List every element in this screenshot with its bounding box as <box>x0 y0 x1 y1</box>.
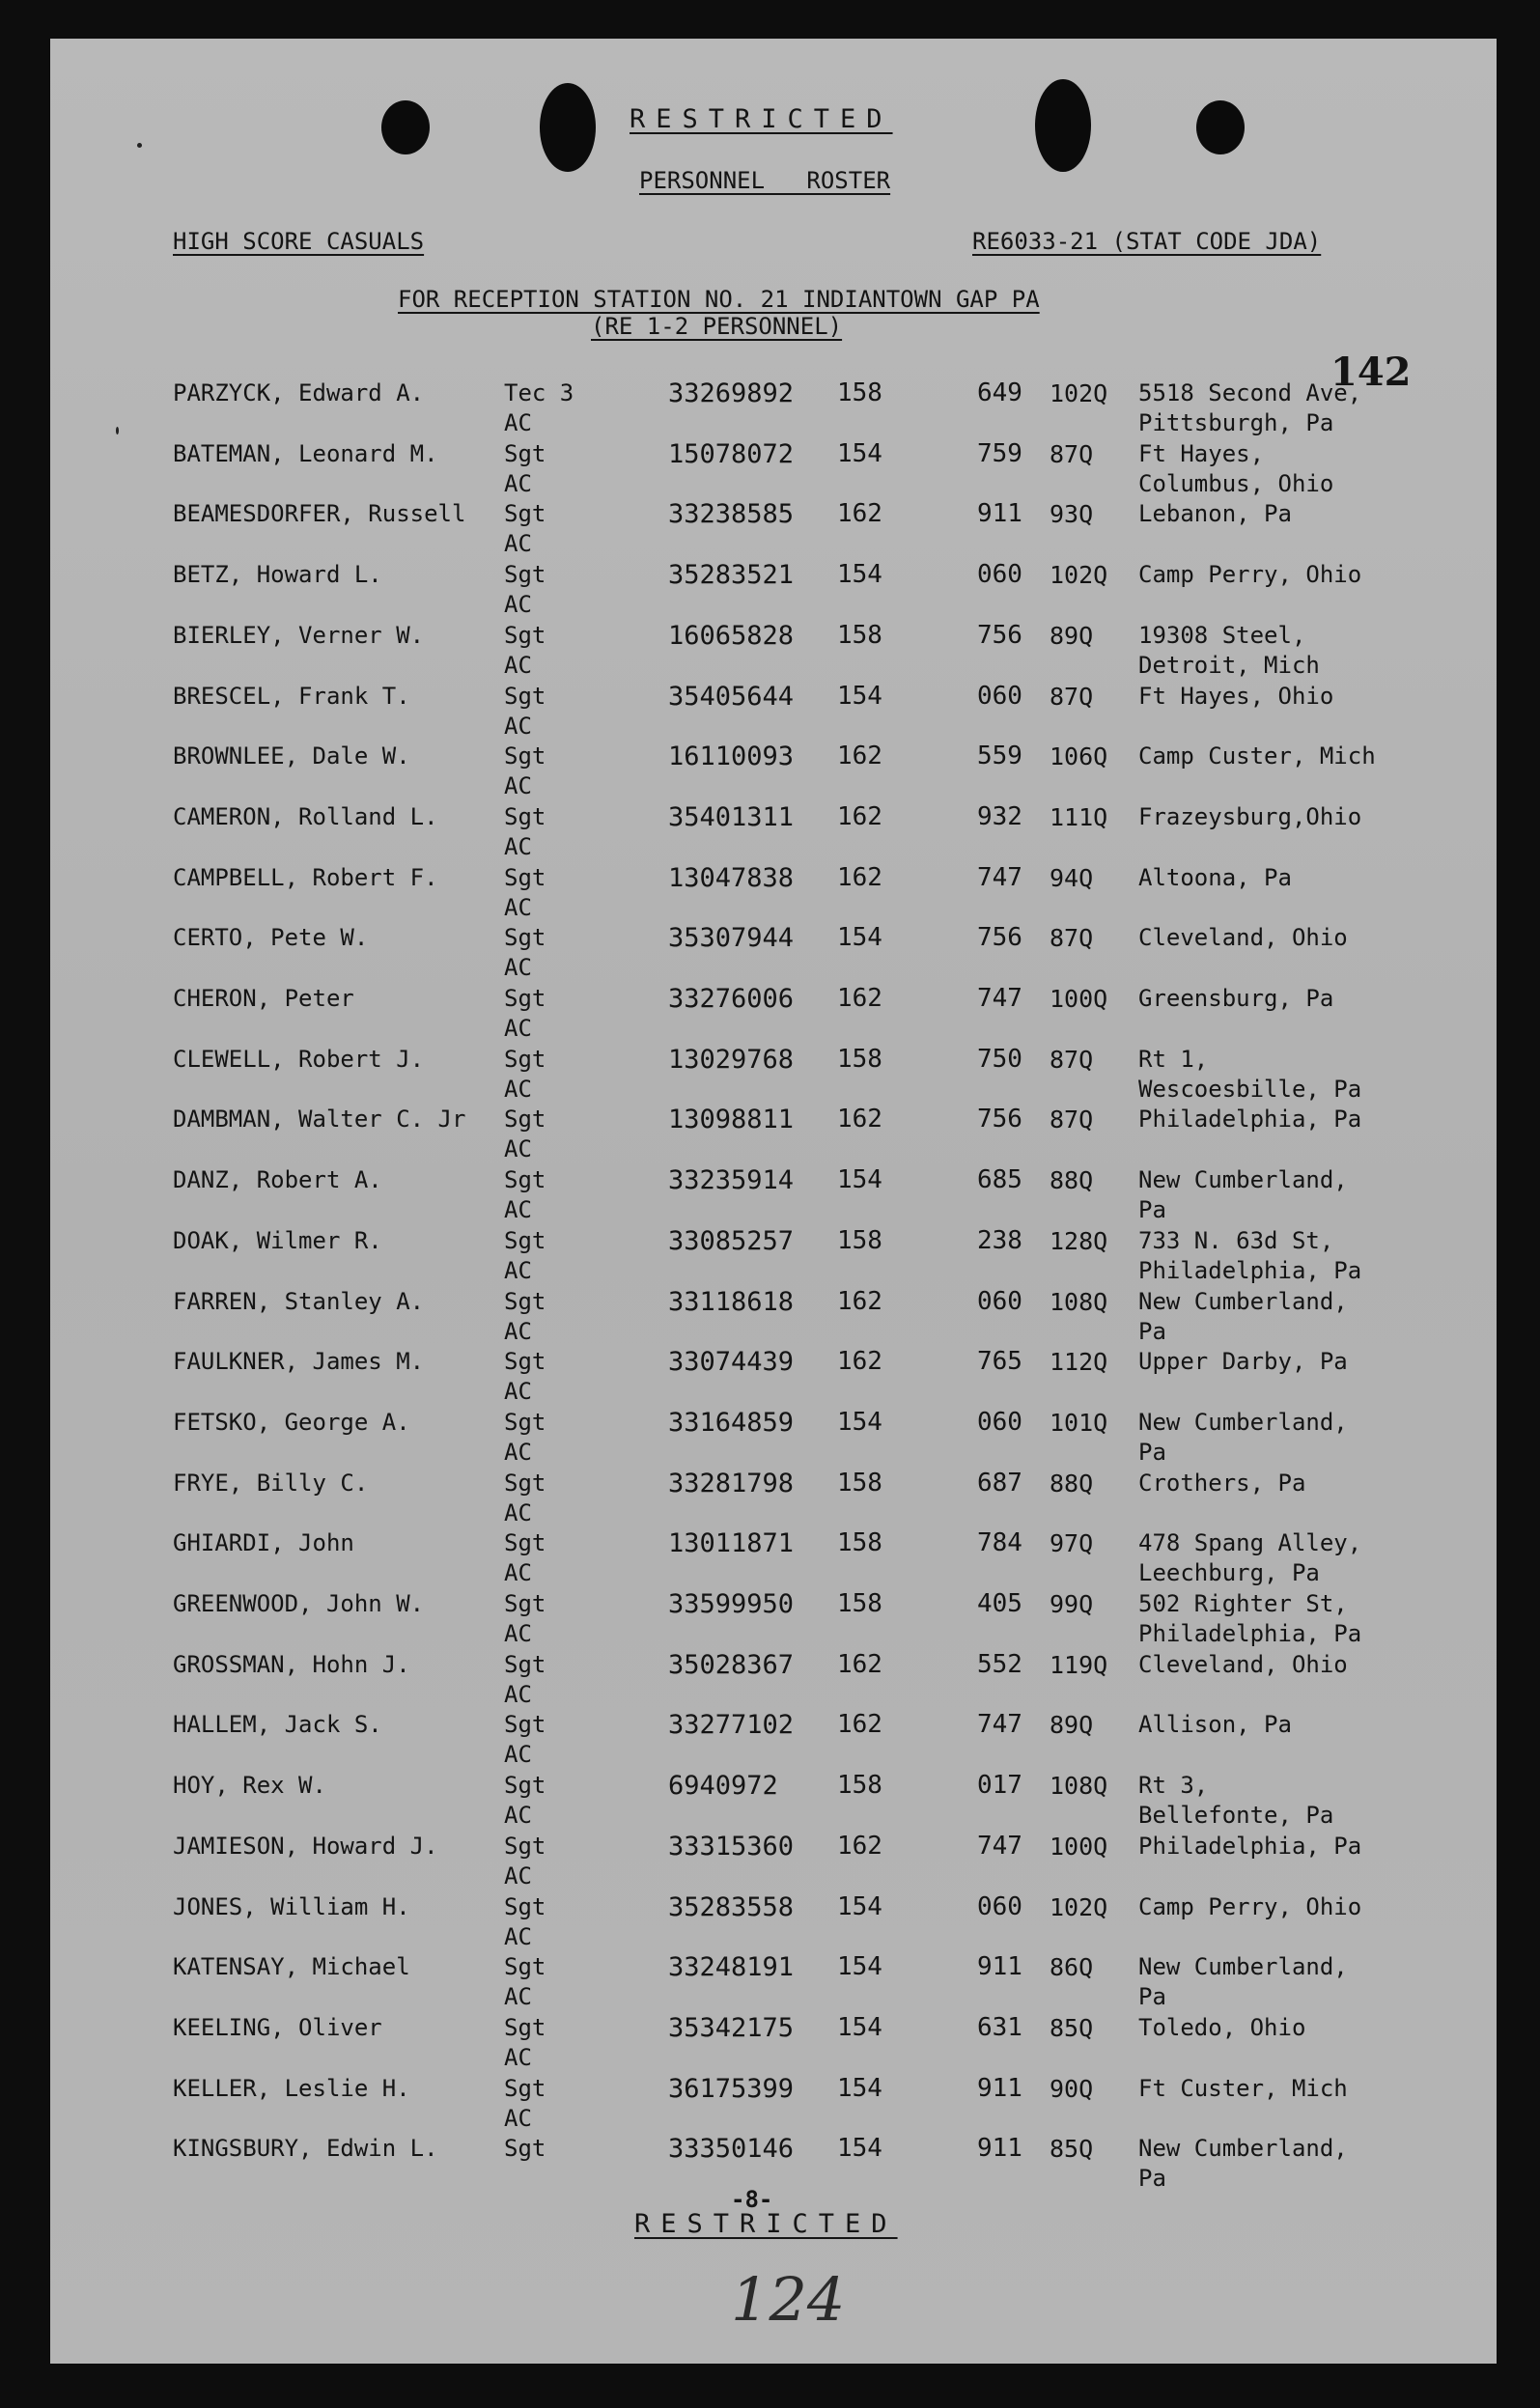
home-address: New Cumberland, Pa <box>1138 1408 1348 1466</box>
serial-number: 16110093 <box>668 742 795 772</box>
code-column-b: 911 <box>977 1952 1022 1982</box>
rank-branch: Sgt AC <box>504 1166 546 1224</box>
table-row <box>50 1347 1497 1407</box>
code-column-a: 158 <box>837 378 882 407</box>
person-name: FARREN, Stanley A. <box>173 1287 425 1315</box>
code-column-b: 765 <box>977 1347 1022 1377</box>
code-column-b: 747 <box>977 984 1022 1013</box>
code-column-b: 060 <box>977 1891 1022 1921</box>
score-column: 88Q <box>1050 1166 1094 1195</box>
serial-number: 35028367 <box>668 1649 795 1680</box>
code-column-a: 162 <box>837 1710 882 1740</box>
score-column: 102Q <box>1050 561 1108 590</box>
code-column-a: 158 <box>837 1044 882 1074</box>
serial-number: 35283558 <box>668 1891 795 1922</box>
person-name: HALLEM, Jack S. <box>173 1711 382 1739</box>
serial-number: 35307944 <box>668 923 795 954</box>
person-name: GHIARDI, John <box>173 1529 354 1557</box>
person-name: BATEMAN, Leonard M. <box>173 439 438 467</box>
home-address: Ft Hayes, Columbus, Ohio <box>1138 439 1334 497</box>
person-name: DOAK, Wilmer R. <box>173 1226 382 1254</box>
person-name: BRESCEL, Frank T. <box>173 682 410 710</box>
rank-branch: Sgt AC <box>504 1772 546 1830</box>
home-address: New Cumberland, Pa <box>1138 1166 1348 1224</box>
person-name: HOY, Rex W. <box>173 1772 326 1800</box>
table-row <box>50 984 1497 1044</box>
rank-branch: Sgt AC <box>504 924 546 982</box>
table-row <box>50 621 1497 681</box>
score-column: 90Q <box>1050 2074 1094 2103</box>
code-column-b: 756 <box>977 620 1022 650</box>
code-column-b: 685 <box>977 1165 1022 1195</box>
personnel-subtitle: (RE 1-2 PERSONNEL) <box>591 313 843 340</box>
code-column-a: 162 <box>837 742 882 771</box>
home-address: Rt 1, Wescoesbille, Pa <box>1138 1045 1362 1103</box>
code-column-b: 060 <box>977 560 1022 590</box>
rank-branch: Sgt AC <box>504 802 546 860</box>
score-column: 119Q <box>1050 1650 1108 1679</box>
person-name: FRYE, Billy C. <box>173 1469 369 1497</box>
table-row <box>50 1710 1497 1770</box>
person-name: CAMERON, Rolland L. <box>173 802 438 830</box>
rank-branch: Sgt AC <box>504 561 546 619</box>
roster-title: PERSONNEL ROSTER <box>639 167 891 194</box>
rank-branch: Sgt AC <box>504 1892 546 1950</box>
table-row <box>50 439 1497 499</box>
reception-station-line: FOR RECEPTION STATION NO. 21 INDIANTOWN GAP PA <box>398 286 1040 313</box>
rank-branch: Sgt AC <box>504 985 546 1042</box>
person-name: JAMIESON, Howard J. <box>173 1832 438 1860</box>
score-column: 85Q <box>1050 2013 1094 2042</box>
rank-branch: Sgt <box>504 2135 546 2163</box>
serial-number: 15078072 <box>668 438 795 469</box>
score-column: 100Q <box>1050 1832 1108 1861</box>
code-column-a: 154 <box>837 1952 882 1982</box>
code-column-b: 750 <box>977 1044 1022 1074</box>
table-row <box>50 682 1497 742</box>
score-column: 111Q <box>1050 802 1108 831</box>
rank-branch: Sgt AC <box>504 2074 546 2132</box>
table-row <box>50 1287 1497 1347</box>
rank-branch: Tec 3 AC <box>504 379 574 436</box>
table-row <box>50 1165 1497 1225</box>
table-row <box>50 2013 1497 2073</box>
serial-number: 33248191 <box>668 1952 795 1983</box>
person-name: KATENSAY, Michael <box>173 1953 410 1981</box>
rank-branch: Sgt AC <box>504 682 546 740</box>
home-address: Toledo, Ohio <box>1138 2013 1306 2041</box>
score-column: 88Q <box>1050 1469 1094 1498</box>
code-column-a: 158 <box>837 1771 882 1801</box>
code-column-a: 154 <box>837 2134 882 2164</box>
score-column: 97Q <box>1050 1529 1094 1558</box>
code-column-b: 911 <box>977 2134 1022 2164</box>
code-column-a: 154 <box>837 2012 882 2042</box>
code-column-b: 747 <box>977 1831 1022 1861</box>
code-column-a: 154 <box>837 1165 882 1195</box>
score-column: 85Q <box>1050 2135 1094 2164</box>
home-address: Crothers, Pa <box>1138 1469 1306 1497</box>
code-column-a: 162 <box>837 862 882 892</box>
serial-number: 33164859 <box>668 1407 795 1438</box>
page-number: 142 <box>1330 350 1412 395</box>
person-name: GROSSMAN, Hohn J. <box>173 1650 410 1678</box>
home-address: Rt 3, Bellefonte, Pa <box>1138 1772 1334 1830</box>
table-row <box>50 1771 1497 1831</box>
serial-number: 33315360 <box>668 1831 795 1862</box>
rank-branch: Sgt AC <box>504 1953 546 2011</box>
code-column-a: 162 <box>837 801 882 831</box>
home-address: 478 Spang Alley, Leechburg, Pa <box>1138 1529 1362 1587</box>
score-column: 108Q <box>1050 1772 1108 1801</box>
person-name: CAMPBELL, Robert F. <box>173 863 438 891</box>
home-address: Cleveland, Ohio <box>1138 1650 1348 1678</box>
score-column: 102Q <box>1050 1892 1108 1921</box>
rank-branch: Sgt AC <box>504 1348 546 1406</box>
table-row <box>50 923 1497 983</box>
code-column-b: 747 <box>977 862 1022 892</box>
table-row <box>50 378 1497 438</box>
home-address: Upper Darby, Pa <box>1138 1348 1348 1376</box>
person-name: CERTO, Pete W. <box>173 924 369 952</box>
rank-branch: Sgt AC <box>504 621 546 679</box>
code-column-b: 756 <box>977 1105 1022 1134</box>
code-column-a: 158 <box>837 620 882 650</box>
score-column: 101Q <box>1050 1408 1108 1437</box>
table-row <box>50 863 1497 923</box>
home-address: New Cumberland, Pa <box>1138 1953 1348 2011</box>
table-row <box>50 1952 1497 2012</box>
page-mark: -8- <box>731 2186 773 2213</box>
home-address: Philadelphia, Pa <box>1138 1832 1362 1860</box>
home-address: Camp Perry, Ohio <box>1138 1892 1362 1920</box>
table-row <box>50 1408 1497 1468</box>
home-address: Greensburg, Pa <box>1138 985 1334 1012</box>
serial-number: 33118618 <box>668 1286 795 1317</box>
code-column-b: 017 <box>977 1771 1022 1801</box>
code-column-a: 162 <box>837 1649 882 1679</box>
home-address: 502 Righter St, Philadelphia, Pa <box>1138 1590 1362 1647</box>
rank-branch: Sgt AC <box>504 1590 546 1647</box>
unit-label: HIGH SCORE CASUALS <box>173 228 425 255</box>
rank-branch: Sgt AC <box>504 742 546 800</box>
score-column: 106Q <box>1050 742 1108 771</box>
person-name: BEAMESDORFER, Russell <box>173 500 466 528</box>
person-name: KEELING, Oliver <box>173 2013 382 2041</box>
serial-number: 6940972 <box>668 1771 778 1802</box>
code-column-b: 060 <box>977 1286 1022 1316</box>
table-row <box>50 802 1497 862</box>
table-row <box>50 1105 1497 1164</box>
code-column-b: 060 <box>977 681 1022 711</box>
score-column: 86Q <box>1050 1953 1094 1982</box>
code-column-b: 238 <box>977 1225 1022 1255</box>
rank-branch: Sgt AC <box>504 1106 546 1163</box>
home-address: Camp Custer, Mich <box>1138 742 1376 770</box>
serial-number: 33074439 <box>668 1347 795 1378</box>
score-column: 128Q <box>1050 1226 1108 1255</box>
code-column-a: 154 <box>837 1891 882 1921</box>
roster-page <box>50 39 1497 2364</box>
code-column-a: 154 <box>837 681 882 711</box>
home-address: New Cumberland, Pa <box>1138 1287 1348 1345</box>
person-name: CHERON, Peter <box>173 985 354 1012</box>
code-column-b: 932 <box>977 801 1022 831</box>
person-name: FETSKO, George A. <box>173 1408 410 1436</box>
table-row <box>50 499 1497 559</box>
personnel-roster-table <box>50 39 1497 2364</box>
table-row <box>50 1832 1497 1891</box>
person-name: DANZ, Robert A. <box>173 1166 382 1194</box>
rank-branch: Sgt AC <box>504 1226 546 1284</box>
table-row <box>50 1892 1497 1952</box>
home-address: Frazeysburg,Ohio <box>1138 802 1362 830</box>
serial-number: 33269892 <box>668 378 795 408</box>
score-column: 87Q <box>1050 924 1094 953</box>
code-column-b: 060 <box>977 1407 1022 1437</box>
code-column-a: 162 <box>837 1105 882 1134</box>
code-column-b: 552 <box>977 1649 1022 1679</box>
home-address: 19308 Steel, Detroit, Mich <box>1138 621 1320 679</box>
table-row <box>50 2134 1497 2194</box>
code-column-a: 162 <box>837 984 882 1013</box>
serial-number: 35342175 <box>668 2012 795 2043</box>
person-name: KINGSBURY, Edwin L. <box>173 2135 438 2163</box>
person-name: DAMBMAN, Walter C. Jr <box>173 1106 466 1134</box>
code-column-a: 158 <box>837 1528 882 1558</box>
serial-number: 13047838 <box>668 862 795 893</box>
serial-number: 33238585 <box>668 499 795 530</box>
code-column-a: 158 <box>837 1468 882 1498</box>
serial-number: 33235914 <box>668 1165 795 1196</box>
serial-number: 33599950 <box>668 1589 795 1619</box>
table-row <box>50 560 1497 620</box>
home-address: Lebanon, Pa <box>1138 500 1292 528</box>
code-column-b: 911 <box>977 499 1022 529</box>
code-column-a: 154 <box>837 560 882 590</box>
rank-branch: Sgt AC <box>504 1408 546 1466</box>
rank-branch: Sgt AC <box>504 439 546 497</box>
serial-number: 35405644 <box>668 681 795 712</box>
score-column: 99Q <box>1050 1590 1094 1618</box>
person-name: KELLER, Leslie H. <box>173 2074 410 2102</box>
table-row <box>50 1469 1497 1528</box>
stat-code: RE6033-21 (STAT CODE JDA) <box>972 228 1322 255</box>
score-column: 94Q <box>1050 863 1094 892</box>
code-column-b: 687 <box>977 1468 1022 1498</box>
table-row <box>50 742 1497 801</box>
score-column: 112Q <box>1050 1348 1108 1377</box>
handwritten-number: 124 <box>731 2264 846 2335</box>
home-address: Ft Hayes, Ohio <box>1138 682 1334 710</box>
score-column: 87Q <box>1050 682 1094 711</box>
code-column-b: 559 <box>977 742 1022 771</box>
code-column-a: 158 <box>837 1225 882 1255</box>
home-address: Camp Perry, Ohio <box>1138 561 1362 589</box>
rank-branch: Sgt AC <box>504 500 546 558</box>
home-address: Cleveland, Ohio <box>1138 924 1348 952</box>
score-column: 108Q <box>1050 1287 1108 1316</box>
person-name: BIERLEY, Verner W. <box>173 621 425 649</box>
home-address: Ft Custer, Mich <box>1138 2074 1348 2102</box>
home-address: 733 N. 63d St, Philadelphia, Pa <box>1138 1226 1362 1284</box>
table-row <box>50 1650 1497 1710</box>
rank-branch: Sgt AC <box>504 1529 546 1587</box>
code-column-a: 158 <box>837 1589 882 1618</box>
code-column-b: 405 <box>977 1589 1022 1618</box>
home-address: 5518 Second Ave, Pittsburgh, Pa <box>1138 379 1362 436</box>
score-column: 87Q <box>1050 439 1094 468</box>
table-row <box>50 1045 1497 1105</box>
serial-number: 33276006 <box>668 984 795 1014</box>
code-column-b: 747 <box>977 1710 1022 1740</box>
table-row <box>50 1226 1497 1286</box>
code-column-a: 162 <box>837 499 882 529</box>
code-column-a: 162 <box>837 1347 882 1377</box>
home-address: Allison, Pa <box>1138 1711 1292 1739</box>
score-column: 100Q <box>1050 985 1108 1013</box>
serial-number: 13029768 <box>668 1044 795 1075</box>
person-name: CLEWELL, Robert J. <box>173 1045 425 1073</box>
code-column-a: 154 <box>837 1407 882 1437</box>
serial-number: 13011871 <box>668 1528 795 1559</box>
code-column-b: 756 <box>977 923 1022 953</box>
serial-number: 33085257 <box>668 1225 795 1256</box>
person-name: BROWNLEE, Dale W. <box>173 742 410 770</box>
rank-branch: Sgt AC <box>504 1650 546 1708</box>
serial-number: 35401311 <box>668 801 795 832</box>
code-column-a: 154 <box>837 923 882 953</box>
rank-branch: Sgt AC <box>504 1711 546 1769</box>
restricted-footer: RESTRICTED <box>634 2209 898 2239</box>
table-row <box>50 1589 1497 1649</box>
rank-branch: Sgt AC <box>504 1287 546 1345</box>
rank-branch: Sgt AC <box>504 1469 546 1526</box>
code-column-b: 784 <box>977 1528 1022 1558</box>
serial-number: 16065828 <box>668 620 795 651</box>
rank-branch: Sgt AC <box>504 1045 546 1103</box>
code-column-a: 154 <box>837 438 882 468</box>
code-column-b: 631 <box>977 2012 1022 2042</box>
person-name: BETZ, Howard L. <box>173 561 382 589</box>
serial-number: 36175399 <box>668 2073 795 2104</box>
person-name: JONES, William H. <box>173 1892 410 1920</box>
code-column-a: 154 <box>837 2073 882 2103</box>
score-column: 89Q <box>1050 1711 1094 1740</box>
score-column: 102Q <box>1050 379 1108 407</box>
person-name: PARZYCK, Edward A. <box>173 379 425 406</box>
rank-branch: Sgt AC <box>504 1832 546 1890</box>
rank-branch: Sgt AC <box>504 2013 546 2071</box>
serial-number: 13098811 <box>668 1105 795 1135</box>
person-name: GREENWOOD, John W. <box>173 1590 425 1617</box>
home-address: Philadelphia, Pa <box>1138 1106 1362 1134</box>
person-name: FAULKNER, James M. <box>173 1348 425 1376</box>
code-column-b: 649 <box>977 378 1022 407</box>
restricted-header: RESTRICTED <box>630 104 893 134</box>
table-row <box>50 1528 1497 1588</box>
score-column: 87Q <box>1050 1106 1094 1134</box>
code-column-b: 759 <box>977 438 1022 468</box>
rank-branch: Sgt AC <box>504 863 546 921</box>
score-column: 89Q <box>1050 621 1094 650</box>
code-column-a: 162 <box>837 1286 882 1316</box>
serial-number: 33281798 <box>668 1468 795 1498</box>
home-address: New Cumberland, Pa <box>1138 2135 1348 2193</box>
home-address: Altoona, Pa <box>1138 863 1292 891</box>
serial-number: 33350146 <box>668 2134 795 2165</box>
code-column-b: 911 <box>977 2073 1022 2103</box>
score-column: 93Q <box>1050 500 1094 529</box>
serial-number: 35283521 <box>668 560 795 591</box>
code-column-a: 162 <box>837 1831 882 1861</box>
score-column: 87Q <box>1050 1045 1094 1074</box>
table-row <box>50 2074 1497 2134</box>
serial-number: 33277102 <box>668 1710 795 1741</box>
